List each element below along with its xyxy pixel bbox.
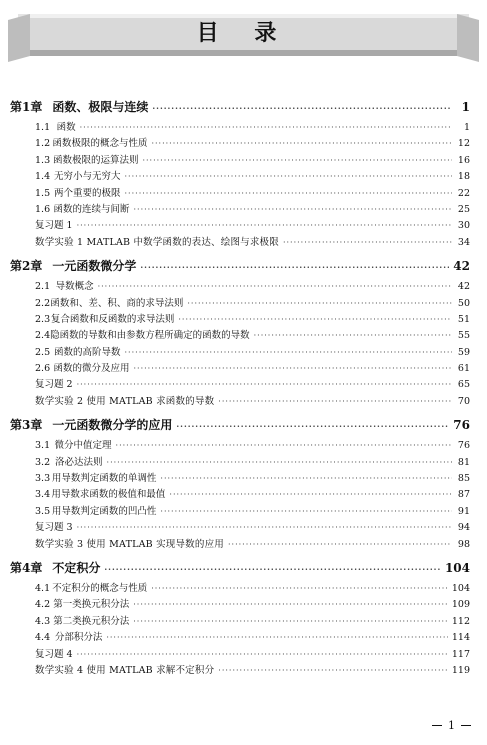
toc-chapter-number: 第4章	[10, 560, 43, 575]
page-title: 目 录	[196, 20, 291, 46]
toc-lab[interactable]	[10, 537, 470, 553]
toc-lab-title: 数学实验 4 使用 MATLAB 求解不定积分	[35, 664, 215, 676]
toc-section-page: 25	[457, 203, 470, 215]
toc-section-title: 函数极限的运算法则	[52, 154, 139, 166]
toc-section-title: 无穷小与无穷大	[54, 171, 121, 183]
footer-page-number: 1	[448, 719, 455, 732]
toc-lab[interactable]	[10, 663, 470, 679]
dot-leader	[80, 120, 452, 136]
dot-leader	[218, 394, 452, 410]
toc-section[interactable]	[10, 312, 470, 328]
dot-leader	[254, 328, 452, 344]
dot-leader	[77, 647, 448, 663]
toc-lab-page: 119	[451, 664, 470, 676]
toc-section-number: 2.3	[35, 313, 51, 325]
table-of-contents	[10, 92, 470, 679]
toc-section[interactable]	[10, 455, 470, 471]
toc-section[interactable]	[10, 471, 470, 487]
dot-leader	[228, 537, 452, 553]
toc-review-title: 复习题 4	[35, 648, 73, 660]
toc-lab-title: 数学实验 3 使用 MATLAB 实现导数的应用	[35, 538, 224, 550]
toc-section[interactable]	[10, 581, 470, 597]
toc-section[interactable]	[10, 328, 470, 344]
toc-section-title: 第二类换元积分法	[53, 615, 130, 627]
dot-leader	[125, 186, 452, 202]
toc-lab-title: 数学实验 2 使用 MATLAB 求函数的导数	[35, 395, 215, 407]
toc-section-title: 复合函数和反函数的求导法则	[50, 313, 175, 325]
toc-chapter[interactable]	[10, 555, 470, 581]
toc-section-page: 112	[451, 615, 470, 627]
toc-section-page: 109	[451, 599, 470, 611]
toc-section[interactable]	[10, 361, 470, 377]
toc-chapter[interactable]	[10, 94, 470, 120]
toc-lab-title: 数学实验 1 MATLAB 中数学函数的表达、绘图与求极限	[35, 236, 279, 248]
toc-chapter-number: 第3章	[10, 418, 43, 433]
title-banner	[8, 6, 479, 66]
toc-section-number: 3.3	[35, 473, 51, 485]
dot-leader	[125, 169, 452, 185]
toc-section[interactable]	[10, 136, 470, 152]
toc-review-title: 复习题 1	[35, 220, 73, 232]
toc-section-page: 51	[457, 313, 470, 325]
toc-lab-page: 98	[457, 538, 470, 550]
toc-section-title: 分部积分法	[54, 632, 103, 644]
toc-section-number: 3.4	[35, 489, 51, 501]
toc-section-number: 1.4	[35, 171, 51, 183]
toc-section-title: 用导数求函数的极值和最值	[51, 489, 166, 501]
toc-section[interactable]	[10, 630, 470, 646]
footer-dash-left	[432, 725, 442, 726]
dot-leader	[77, 520, 452, 536]
dot-leader	[107, 455, 452, 471]
toc-chapter-title: 一元函数微分学的应用	[52, 418, 173, 433]
dot-leader	[104, 556, 441, 582]
toc-section-page: 50	[457, 297, 470, 309]
toc-section-number: 2.2	[35, 297, 51, 309]
dot-leader	[152, 95, 452, 121]
toc-section-page: 87	[457, 489, 470, 501]
toc-section[interactable]	[10, 120, 470, 136]
dot-leader	[140, 254, 449, 280]
toc-section[interactable]	[10, 186, 470, 202]
dot-leader	[169, 487, 452, 503]
dot-leader	[133, 361, 452, 377]
toc-section-number: 3.2	[35, 456, 51, 468]
dot-leader	[160, 504, 452, 520]
toc-chapter-page: 76	[453, 418, 470, 433]
toc-chapter-page: 42	[453, 259, 470, 274]
toc-section-title: 第一类换元积分法	[53, 599, 130, 611]
dot-leader	[77, 218, 452, 234]
toc-section[interactable]	[10, 202, 470, 218]
toc-section[interactable]	[10, 438, 470, 454]
toc-review[interactable]	[10, 377, 470, 393]
toc-section-page: 22	[457, 187, 470, 199]
toc-lab[interactable]	[10, 394, 470, 410]
toc-section[interactable]	[10, 169, 470, 185]
toc-review[interactable]	[10, 520, 470, 536]
dot-leader	[106, 630, 448, 646]
toc-review-page: 94	[457, 522, 470, 534]
page-footer	[426, 719, 477, 732]
toc-section-number: 2.5	[35, 346, 51, 358]
toc-section-title: 不定积分的概念与性质	[52, 582, 148, 594]
toc-section-title: 导数概念	[55, 281, 94, 293]
toc-review-page: 65	[457, 379, 470, 391]
toc-section-page: 16	[457, 154, 470, 166]
toc-section[interactable]	[10, 153, 470, 169]
toc-section-number: 4.2	[35, 599, 51, 611]
toc-section-title: 微分中值定理	[54, 440, 112, 452]
dot-leader	[125, 345, 452, 361]
toc-section-page: 59	[457, 346, 470, 358]
toc-section[interactable]	[10, 597, 470, 613]
toc-section-number: 4.4	[35, 632, 51, 644]
dot-leader	[187, 296, 452, 312]
toc-section-number: 3.1	[35, 440, 51, 452]
dot-leader	[98, 279, 452, 295]
toc-section[interactable]	[10, 279, 470, 295]
toc-section-title: 函数和、差、积、商的求导法则	[50, 297, 184, 309]
dot-leader	[77, 377, 452, 393]
toc-section-page: 104	[451, 582, 470, 594]
toc-chapter-page: 104	[444, 560, 470, 575]
dot-leader	[133, 202, 452, 218]
toc-chapter-number: 第2章	[10, 259, 43, 274]
toc-section[interactable]	[10, 296, 470, 312]
dot-leader	[133, 597, 448, 613]
toc-review[interactable]	[10, 218, 470, 234]
toc-chapter-title: 一元函数微分学	[52, 259, 137, 274]
dot-leader	[151, 136, 452, 152]
toc-section-page: 42	[457, 281, 470, 293]
toc-section-title: 用导数判定函数的凹凸性	[51, 505, 157, 517]
dot-leader	[116, 438, 452, 454]
toc-section[interactable]	[10, 345, 470, 361]
toc-section[interactable]	[10, 487, 470, 503]
toc-section-number: 4.3	[35, 615, 51, 627]
footer-dash-right	[461, 725, 471, 726]
dot-leader	[160, 471, 452, 487]
toc-section-number: 2.6	[35, 363, 51, 375]
toc-section-title: 函数的连续与间断	[53, 203, 130, 215]
toc-section-title: 用导数判定函数的单调性	[51, 473, 157, 485]
toc-section-number: 2.4	[35, 330, 51, 342]
toc-section-page: 12	[457, 138, 470, 150]
toc-section[interactable]	[10, 504, 470, 520]
dot-leader	[133, 614, 448, 630]
toc-review-title: 复习题 3	[35, 522, 73, 534]
toc-section-number: 2.1	[35, 281, 51, 293]
toc-section-title: 洛必达法则	[55, 456, 103, 468]
toc-section-page: 114	[451, 632, 470, 644]
toc-section-page: 76	[457, 440, 470, 452]
dot-leader	[151, 581, 448, 597]
dot-leader	[218, 663, 448, 679]
toc-section-number: 3.5	[35, 505, 51, 517]
toc-lab-page: 70	[457, 395, 470, 407]
toc-section-page: 61	[457, 363, 470, 375]
toc-section-number: 1.2	[35, 138, 51, 150]
toc-section-title: 函数极限的概念与性质	[52, 138, 148, 150]
dot-leader	[176, 413, 449, 439]
toc-section-page: 91	[457, 505, 470, 517]
toc-chapter-title: 函数、极限与连续	[52, 100, 149, 114]
toc-section-number: 4.1	[35, 582, 51, 594]
toc-chapter-number: 第1章	[10, 100, 43, 114]
toc-section-number: 1.1	[35, 122, 51, 133]
toc-chapter-page: 1	[461, 100, 470, 114]
toc-section-page: 81	[457, 456, 470, 468]
toc-section-title: 隐函数的导数和由参数方程所确定的函数的导数	[50, 330, 250, 342]
toc-section-title: 函数的高阶导数	[54, 346, 121, 358]
toc-lab[interactable]	[10, 235, 470, 251]
toc-review[interactable]	[10, 647, 470, 663]
dot-leader	[283, 235, 452, 251]
toc-section-page: 18	[457, 171, 470, 183]
toc-section-number: 1.3	[35, 154, 51, 166]
toc-section-title: 函数的微分及应用	[53, 363, 130, 375]
toc-section-number: 1.6	[35, 203, 51, 215]
toc-lab-page: 34	[457, 236, 470, 248]
toc-section-page: 85	[457, 473, 470, 485]
toc-section-page: 1	[463, 122, 470, 133]
toc-section[interactable]	[10, 614, 470, 630]
dot-leader	[178, 312, 452, 328]
toc-section-title: 函数	[56, 122, 76, 133]
toc-chapter-title: 不定积分	[52, 560, 101, 575]
toc-chapter[interactable]	[10, 412, 470, 438]
dot-leader	[142, 153, 452, 169]
toc-section-page: 55	[457, 330, 470, 342]
toc-section-title: 两个重要的极限	[54, 187, 121, 199]
toc-review-title: 复习题 2	[35, 379, 73, 391]
toc-review-page: 117	[451, 648, 470, 660]
toc-section-number: 1.5	[35, 187, 51, 199]
toc-review-page: 30	[457, 220, 470, 232]
toc-chapter[interactable]	[10, 253, 470, 279]
